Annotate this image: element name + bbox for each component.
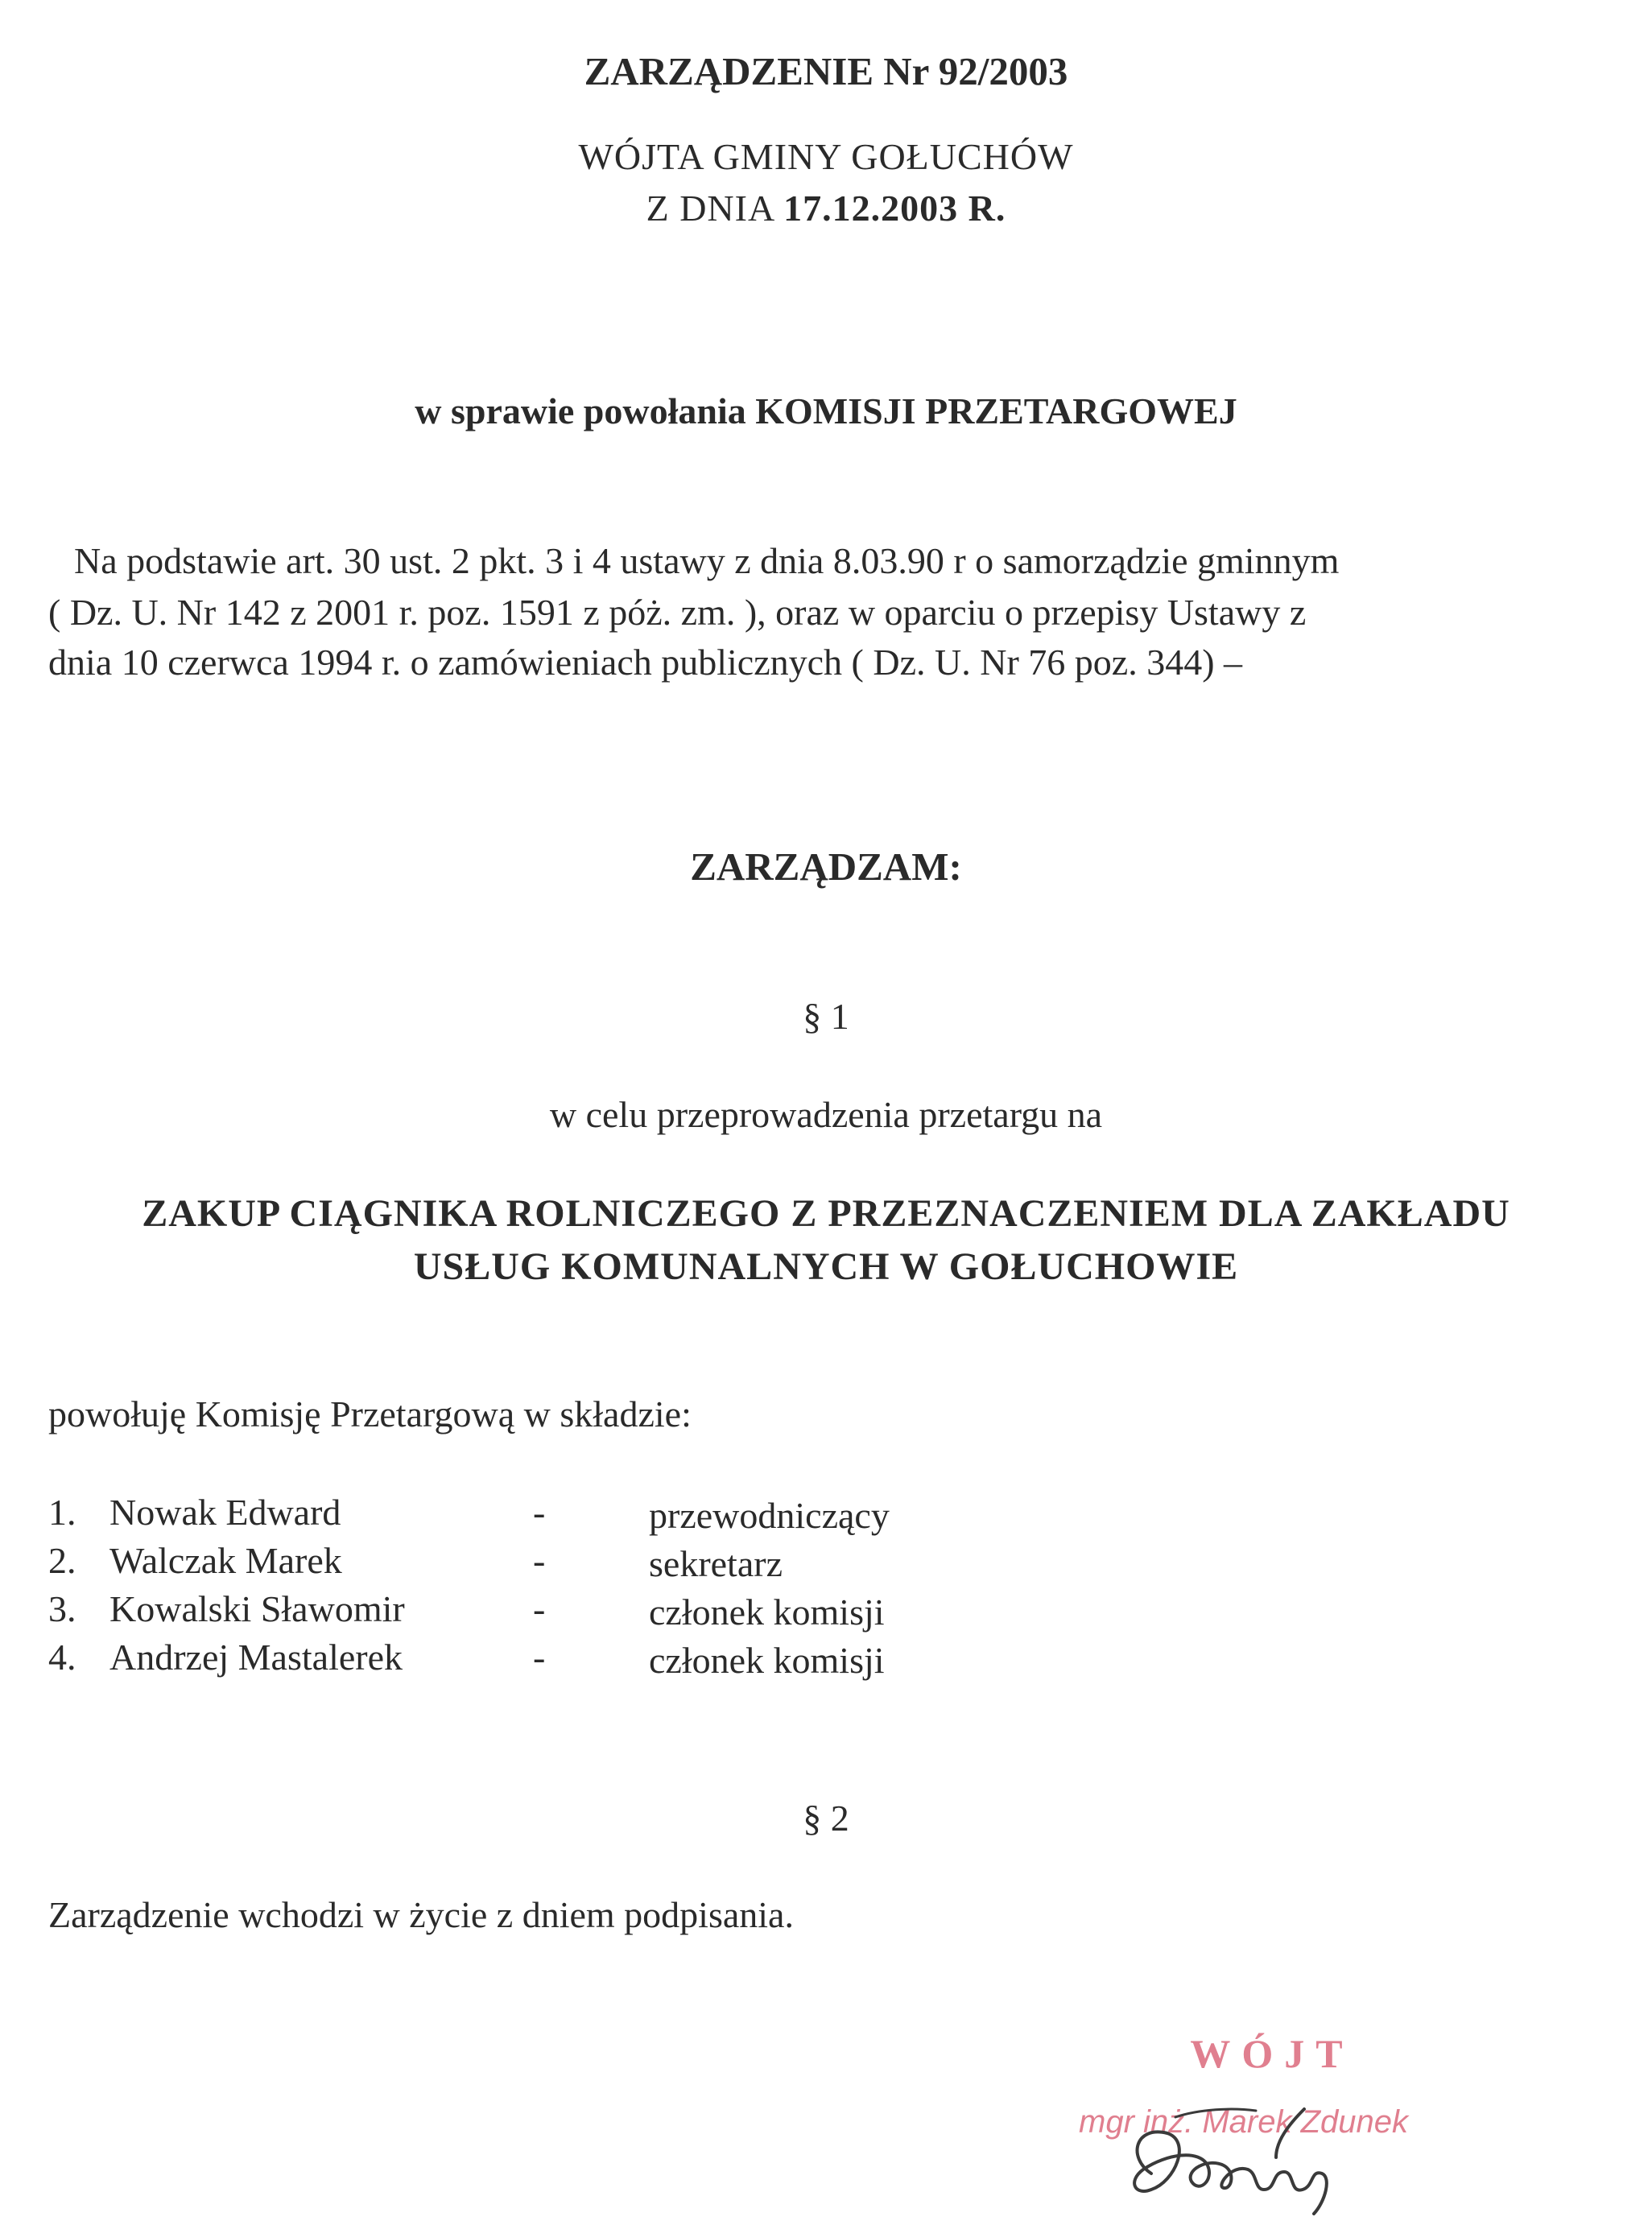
member-dash: - — [533, 1637, 546, 1678]
tender-object-line-2: USŁUG KOMUNALNYCH W GOŁUCHOWIE — [413, 1245, 1239, 1288]
signature-flourish — [1276, 2109, 1304, 2157]
member-role: członek komisji — [649, 1640, 885, 1681]
document-title: ZARZĄDZENIE Nr 92/2003 — [584, 49, 1068, 93]
signature-underline — [1175, 2109, 1256, 2117]
legal-basis-line-1: Na podstawie art. 30 ust. 2 pkt. 3 i 4 ustawy z dnia 8.03.90 r o samorządzie gminnym — [74, 540, 1340, 581]
date-value: 17.12.2003 R. — [783, 188, 1006, 229]
section-1-mark: § 1 — [803, 996, 849, 1037]
member-name: Nowak Edward — [109, 1492, 341, 1533]
member-dash: - — [533, 1588, 546, 1629]
member-name: Kowalski Sławomir — [109, 1588, 405, 1629]
member-number: 2. — [48, 1540, 76, 1581]
member-number: 1. — [48, 1492, 76, 1533]
member-number: 3. — [48, 1588, 76, 1629]
member-role: sekretarz — [649, 1543, 783, 1584]
issuer-line: WÓJTA GMINY GOŁUCHÓW — [578, 136, 1074, 177]
member-role: przewodniczący — [649, 1495, 890, 1536]
legal-basis-line-2: ( Dz. U. Nr 142 z 2001 r. poz. 1591 z póż. zm. ), oraz w oparciu o przepisy Ustawy z — [48, 592, 1307, 633]
subject-emphasis: KOMISJI PRZETARGOWEJ — [755, 390, 1237, 431]
date-line — [0, 187, 1652, 229]
appointment-text: powołuję Komisję Przetargową w składzie: — [48, 1393, 692, 1434]
tender-object-line-1: ZAKUP CIĄGNIKA ROLNICZEGO Z PRZEZNACZENIEM DLA ZAKŁADU — [142, 1192, 1510, 1235]
member-name: Andrzej Mastalerek — [109, 1637, 403, 1678]
member-number: 4. — [48, 1637, 76, 1678]
subject-prefix: w sprawie powołania — [415, 390, 746, 431]
signature-stroke — [1134, 2132, 1327, 2214]
effective-clause: Zarządzenie wchodzi w życie z dniem podpisania. — [48, 1894, 794, 1935]
subject-line — [0, 390, 1652, 432]
member-dash: - — [533, 1540, 546, 1581]
member-name: Walczak Marek — [109, 1540, 342, 1581]
section-1-purpose: w celu przeprowadzenia przetargu na — [549, 1094, 1103, 1135]
handwritten-signature — [1103, 2061, 1393, 2222]
section-2-mark: § 2 — [803, 1798, 849, 1839]
decree-heading: ZARZĄDZAM: — [690, 844, 962, 889]
member-role: członek komisji — [649, 1591, 885, 1633]
stamp-name: mgr inż. Marek Zdunek — [1079, 2104, 1409, 2140]
stamp-title: WÓJT — [1190, 2031, 1354, 2076]
legal-basis-line-3: dnia 10 czerwca 1994 r. o zamówieniach publicznych ( Dz. U. Nr 76 poz. 344) – — [48, 642, 1243, 683]
date-prefix: Z DNIA — [646, 188, 774, 229]
member-dash: - — [533, 1492, 546, 1533]
